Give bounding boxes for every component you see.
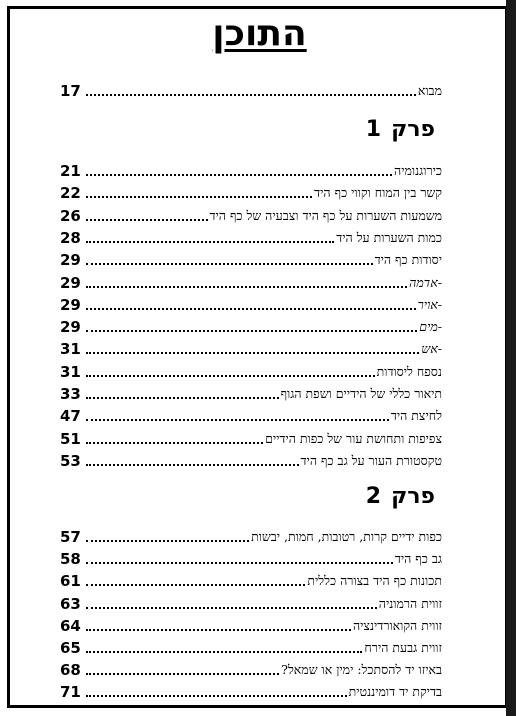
toc-entry-page: 31: [60, 362, 81, 381]
toc-entry-page: 53: [60, 451, 81, 470]
toc-entry-label: זווית הרמוניה: [378, 595, 442, 611]
chapter-word: פרק: [391, 117, 435, 142]
toc-entry-label: משמעות השערות על כף היד וצבעיה של כף היד: [209, 207, 442, 223]
toc-entry[interactable]: [60, 361, 442, 381]
toc-entry-page: 17: [60, 82, 81, 100]
toc-entry-label: -מים: [419, 319, 442, 335]
toc-entry-page: 65: [60, 639, 81, 657]
leader-dots: [86, 464, 299, 466]
toc-entry[interactable]: [60, 182, 442, 202]
toc-entry-label: תיאור כללי של הידיים ושפת הגוף: [280, 386, 442, 401]
toc-entry-label: כפות ידיים קרות, רטובות, חמות, יבשות: [251, 529, 442, 544]
page-title: התוכן: [212, 13, 307, 54]
toc-entry-page: 63: [60, 594, 81, 613]
leader-dots: [86, 375, 375, 377]
toc-entry[interactable]: [60, 316, 442, 336]
toc-entry-page: 22: [60, 184, 81, 203]
toc-entry-label: -אש: [421, 341, 442, 357]
toc-entry-label: בדיקת יד דומיננטית: [348, 684, 442, 700]
leader-dots: [86, 695, 347, 697]
toc-entry[interactable]: [60, 338, 442, 358]
toc-entry[interactable]: [60, 205, 442, 225]
leader-dots: [86, 540, 249, 542]
toc-entry-label: מבוא: [417, 83, 442, 98]
toc-entry-label: טקסטורת העור על גב כף היד: [300, 452, 442, 468]
toc-entry-label: נספח ליסודות: [376, 363, 442, 379]
toc-entry-label: כמות השערות על היד: [336, 229, 442, 245]
toc-entry-page: 61: [60, 572, 81, 591]
toc-entry-label: זווית גבעת הירח: [364, 640, 442, 655]
toc-entry-page: 29: [60, 318, 81, 337]
leader-dots: [86, 352, 419, 354]
toc-entry[interactable]: [60, 570, 442, 590]
toc-entry[interactable]: [60, 383, 442, 403]
leader-dots: [86, 651, 362, 653]
leader-dots: [86, 442, 263, 444]
leader-dots: [86, 584, 305, 586]
toc-entry-page: 21: [60, 162, 81, 180]
toc-entry[interactable]: [60, 428, 442, 448]
leader-dots: [86, 330, 417, 332]
leader-dots: [86, 219, 208, 221]
toc-entry[interactable]: [60, 227, 442, 247]
toc-entry[interactable]: [60, 160, 442, 180]
leader-dots: [86, 419, 389, 421]
leader-dots: [86, 607, 377, 609]
toc-entry[interactable]: [60, 548, 442, 568]
toc-entry-page: 51: [60, 429, 81, 448]
leader-dots: [86, 308, 416, 310]
toc-entry-label: זווית הקואורדינציה: [352, 617, 442, 633]
leader-dots: [86, 562, 393, 564]
toc-entry-label: כירוגנומיה: [394, 163, 442, 178]
toc-entry[interactable]: [60, 637, 442, 657]
toc-entry-page: 29: [60, 251, 81, 270]
leader-dots: [86, 263, 373, 265]
leader-dots: [86, 174, 392, 176]
toc-entry[interactable]: [60, 294, 442, 314]
toc-entry-label: תכונות כף היד בצורה כללית: [307, 573, 442, 589]
toc-entry-page: 71: [60, 683, 81, 702]
leader-dots: [86, 241, 334, 243]
toc-entry-label: לחיצת היד: [390, 408, 442, 424]
leader-dots: [86, 629, 351, 631]
toc-entry-page: 68: [60, 661, 81, 680]
toc-entry[interactable]: [60, 526, 442, 546]
toc-entry[interactable]: [60, 450, 442, 470]
leader-dots: [86, 673, 279, 675]
leader-dots: [86, 94, 416, 96]
chapter-1-heading: [0, 116, 435, 144]
toc-entry-page: 28: [60, 228, 81, 247]
toc-entry-label: -אדמה: [409, 274, 442, 290]
leader-dots: [86, 196, 312, 198]
toc-entry-page: 26: [60, 206, 81, 225]
toc-entry-label: באיזו יד להסתכל: ימין או שמאל?: [281, 662, 442, 678]
toc-entry-page: 47: [60, 407, 81, 426]
toc-entry-label: צפיפות ותחושת עור של כפות הידיים: [265, 430, 442, 446]
chapter-word: פרק: [391, 484, 435, 509]
toc-entry-intro[interactable]: [60, 80, 442, 100]
toc-entry[interactable]: [60, 272, 442, 292]
toc-entry-page: 33: [60, 385, 81, 403]
chapter-number: 1: [365, 117, 382, 142]
toc-entry-page: 57: [60, 528, 81, 546]
toc-entry-page: 29: [60, 295, 81, 314]
toc-entry[interactable]: [60, 593, 442, 613]
page-edge-shadow: [506, 0, 516, 716]
chapter-2-heading: [0, 483, 435, 511]
toc-entry[interactable]: [60, 249, 442, 269]
toc-entry[interactable]: [60, 405, 442, 425]
leader-dots: [86, 286, 407, 288]
toc-entry[interactable]: [60, 659, 442, 679]
toc-entry-page: 29: [60, 273, 81, 292]
toc-entry-label: קשר בין המוח וקווי כף היד: [314, 185, 442, 201]
toc-entry-page: 64: [60, 616, 81, 635]
toc-entry-label: -אויר: [417, 296, 442, 312]
leader-dots: [86, 397, 279, 399]
toc-entry-label: גב כף היד: [394, 551, 442, 567]
toc-entry-page: 58: [60, 550, 81, 569]
toc-entry-label: יסודות כף היד: [374, 252, 442, 268]
toc-entry[interactable]: [60, 615, 442, 635]
toc-entry[interactable]: [60, 681, 442, 701]
chapter-number: 2: [365, 484, 382, 509]
toc-entry-page: 31: [60, 340, 81, 359]
